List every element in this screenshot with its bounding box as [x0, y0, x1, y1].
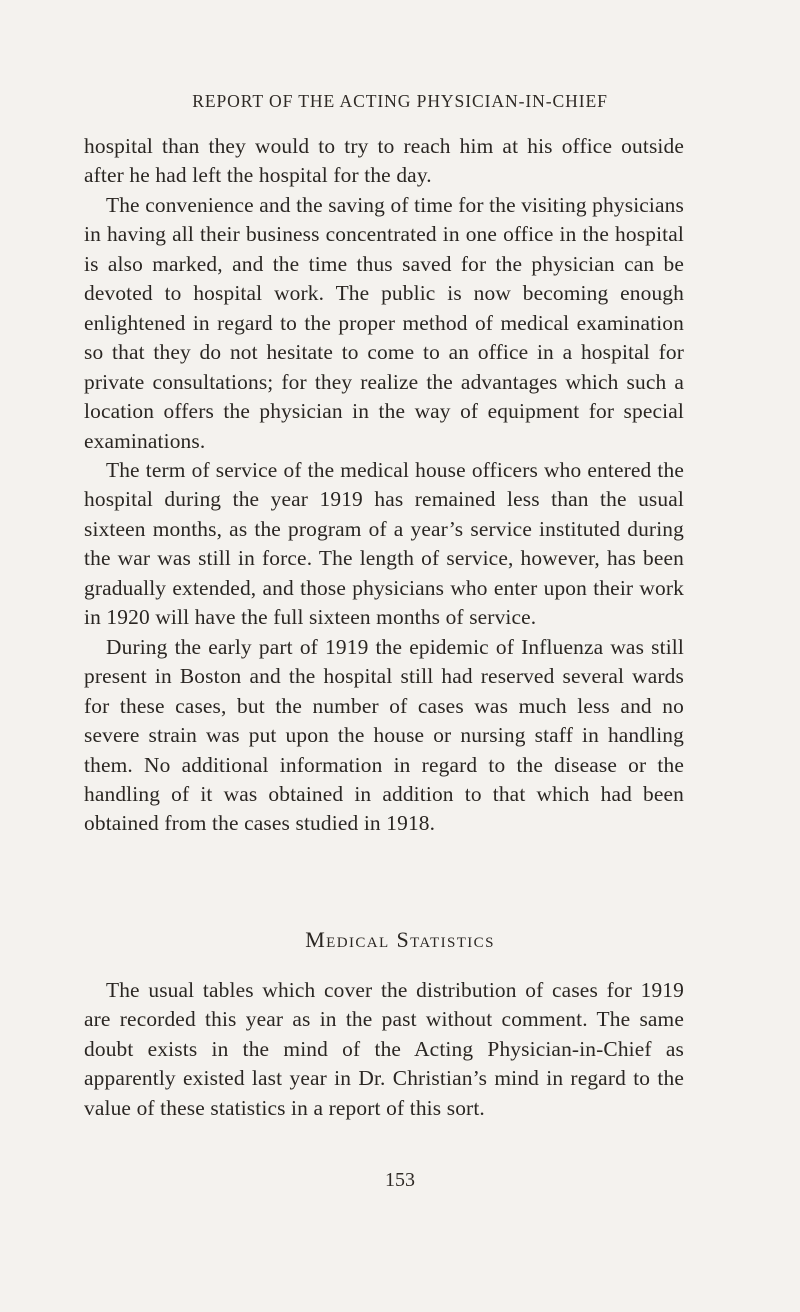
section-body-text — [84, 976, 684, 1123]
section-heading: Medical Statistics — [305, 927, 495, 952]
paragraph: The usual tables which cover the distribution of cases for 1919 are recorded this year as in the past without comment. The same doubt exists in the mind of the Acting Physician-in-Chief as apparently existed last year in Dr. Christian’s mind in regard to the value of these statistics in a report of this sort. — [84, 978, 684, 1120]
page-number: 153 — [385, 1169, 415, 1191]
paragraph: hospital than they would to try to reach him at his office outside after he had left the hospital for the day. — [84, 134, 684, 188]
body-text — [84, 132, 684, 839]
paragraph: During the early part of 1919 the epidemic of Influenza was still present in Boston and the hospital still had reserved several wards for these cases, but the number of cases was much less and no severe strain was put upon the house or nursing staff in handling them. No additional information in regard to the disease or the handling of it was obtained in addition to that which had been obtained from the cases studied in 1918. — [84, 634, 684, 836]
paragraph: The term of service of the medical house officers who entered the hospital during the year 1919 has remained less than the usual sixteen months, as the program of a year’s service instituted during the war was still in force. The length of service, however, has been gradually extended, and those physicians who enter upon their work in 1920 will have the full sixteen months of service. — [84, 457, 684, 630]
running-head: REPORT OF THE ACTING PHYSICIAN-IN-CHIEF — [192, 91, 608, 111]
paragraph: The convenience and the saving of time for the visiting physicians in having all their business concentrated in one office in the hospital is also marked, and the time thus saved for the physician can be devoted to hospital work. The public is now becoming enough enlightened in regard to the proper method of medical examination so that they do not hesitate to come to an office in a hospital for private consultations; for they realize the advantages which such a location offers the physician in the way of equipment for special examinations. — [84, 192, 684, 453]
